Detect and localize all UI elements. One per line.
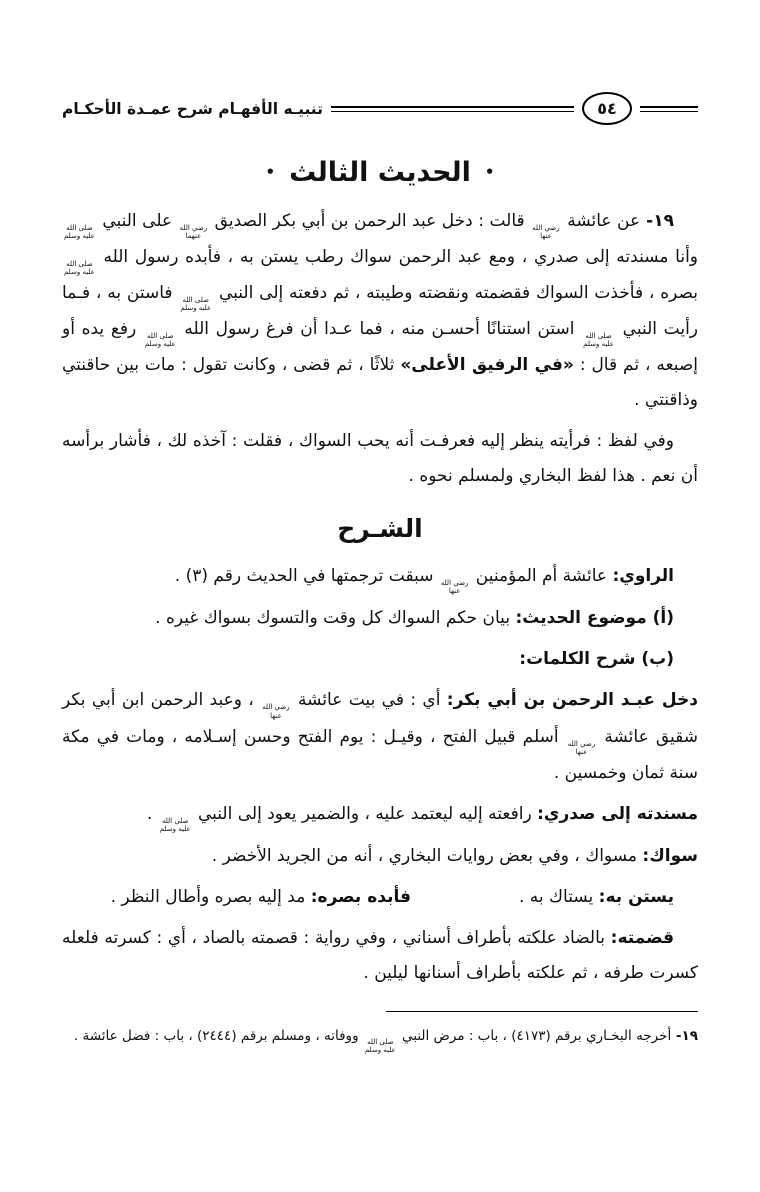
hadith-title-text: الحديث الثالث (289, 157, 471, 188)
honorific-line: عليه وسلم (364, 1046, 396, 1055)
bold-text: (أ) موضوع الحديث: (515, 608, 674, 629)
header-rule-left (331, 106, 574, 112)
sharh-paragraph-kalimat (62, 642, 698, 677)
honorific-line: رضي الله (179, 224, 208, 232)
honorific-saw-icon (180, 296, 211, 312)
honorific-anha-icon (262, 703, 290, 719)
body-text: وفي لفظ : فرأيته ينظر إليه فعرفـت أنه يحب السواك ، فقلت : آخذه لك ، فأشار برأسه أن نعم . هذا لفظ البخاري ولمسلم نحوه . (62, 431, 698, 487)
body-text: بيان حكم السواك كل وقت والتسوك بسواك غيره . (155, 608, 516, 629)
honorific-line: عليه وسلم (64, 232, 95, 241)
header-rule-right (640, 106, 698, 112)
sharh-paragraph-dakhala (62, 683, 698, 790)
honorific-line: عنهما (185, 232, 202, 241)
honorific-line: رضي الله (567, 739, 596, 748)
honorific-line: صلى الله (66, 260, 93, 269)
bold-text: ١٩- (671, 1028, 698, 1045)
bold-text: (ب) شرح الكلمات: (519, 649, 674, 670)
body-text: وأنا مسندته إلى صدري ، ومع عبد الرحمن سواك رطب يستن به ، فأبده رسول الله (96, 247, 698, 268)
honorific-saw-icon (583, 332, 614, 348)
sharh-paragraph-mawdu (62, 601, 698, 636)
sharh-paragraph-qadamtuh (62, 921, 698, 991)
honorific-line: عليه وسلم (144, 340, 176, 349)
body-text: بالضاد علكته بأطراف أسناني ، وفي رواية : قصمته بالصاد ، أي : كسرته فلعله كسرت طرفه ، ثم علكته بأطراف أسنانها ليلين . (62, 927, 698, 983)
body-text: . (146, 803, 158, 824)
bold-text: فأبده بصره: (310, 886, 411, 907)
body-text: قالت : دخل عبد الرحمن بن أبي بكر الصديق (209, 211, 531, 231)
sharh-heading: الشـرح (337, 514, 423, 544)
body-text: سبقت ترجمتها في الحديث رقم (٣) . (174, 566, 439, 587)
sharh-paragraph-rawi (62, 559, 698, 595)
body-text: أي : في بيت عائشة (291, 690, 447, 711)
honorific-line: عنها (575, 747, 588, 756)
honorific-line: صلى الله (147, 332, 174, 341)
bold-text: قضمته: (610, 927, 674, 948)
bullet-icon: • (265, 163, 276, 181)
bold-text: سواك: (642, 845, 698, 866)
bold-text: ١٩- (640, 211, 674, 231)
honorific-line: عليه وسلم (159, 824, 191, 833)
sharh-paragraph-yastann (62, 880, 698, 915)
honorific-line: صلى الله (182, 296, 209, 305)
body-text: ووفاته ، ومسلم برقم (٢٤٤٤) ، باب : فضل عائشة . (73, 1028, 363, 1045)
body-text: عن عائشة (561, 211, 641, 231)
body-text: أخرجه البخـاري برقم (٤١٧٣) ، باب : مرض النبي (397, 1028, 672, 1045)
bold-text: الراوي: (612, 566, 674, 587)
honorific-line: صلى الله (161, 816, 189, 825)
honorific-line: عليه وسلم (583, 340, 614, 349)
honorific-saw-icon (145, 332, 176, 348)
honorific-line: عنها (270, 711, 282, 720)
body-text: عائشة أم المؤمنين (470, 566, 613, 587)
honorific-anha-icon (441, 579, 469, 595)
body-text: ، وعبد الرحمن ابن أبي بكر شقيق عائشة (62, 690, 698, 747)
page-number: ٥٤ (597, 99, 617, 118)
body-text: مد إليه بصره وأطال النظر . (110, 886, 311, 907)
honorific-line: عنها (448, 587, 461, 596)
bold-text: يستن به: (598, 886, 674, 907)
bold-text: «في الرفيق الأعلى» (400, 355, 574, 376)
hadith-variant-paragraph (62, 424, 698, 494)
honorific-saw-icon (160, 817, 191, 833)
hadith-paragraph (62, 204, 698, 418)
honorific-anha-icon (532, 224, 560, 240)
bold-text: دخل عبـد الرحمن بن أبي بكر: (446, 690, 698, 711)
honorific-line: صلى الله (367, 1038, 394, 1047)
body-text: فاستن به ، فـما رأيت النبي (62, 283, 699, 340)
honorific-line: صلى الله (585, 332, 612, 341)
sharh-paragraph-musnidatuh (62, 797, 698, 833)
body-text: رفع يده أو إصبعه ، ثم قال : (62, 319, 698, 376)
bullet-icon: • (484, 163, 495, 181)
footnote-rule (386, 1011, 698, 1012)
body-text: مسواك ، وفي بعض روايات البخاري ، أنه من الجريد الأخضر . (211, 845, 643, 866)
honorific-saw-icon (64, 224, 95, 240)
honorific-saw-icon (365, 1038, 396, 1054)
page-header (62, 92, 698, 125)
sharh-paragraph-siwak (62, 839, 698, 874)
honorific-line: عليه وسلم (180, 304, 212, 313)
footnote-text (62, 1025, 698, 1054)
body-text: يستاك به . (518, 886, 599, 907)
book-title: تنبيـه الأفهـام شرح عمـدة الأحكـام (62, 99, 323, 118)
honorific-line: صلى الله (66, 224, 93, 232)
honorific-line: عليه وسلم (64, 268, 95, 277)
honorific-saw-icon (64, 260, 95, 276)
body-text: استن استنانًا أحسـن منه ، فما عـدا أن فرغ رسول الله (177, 319, 582, 340)
body-text: بصره ، فأخذت السواك فقضمته ونقضته وطيبته ، ثم دفعته إلى النبي (213, 283, 698, 304)
honorific-line: عنها (540, 232, 552, 241)
body-text: على النبي (96, 211, 178, 231)
body-text: أسلم قبيل الفتح ، وقيـل : يوم الفتح وحسن إسـلامه ، ومات في مكة سنة ثمان وخمسين . (62, 726, 698, 783)
hadith-title (62, 157, 698, 188)
honorific-anhuma-icon (180, 224, 208, 240)
honorific-line: رضي الله (532, 224, 560, 232)
honorific-line: رضي الله (262, 703, 290, 712)
body-text: ثلاثًا ، ثم قضى ، وكانت تقول : مات بين حاقنتي وذاقنتي . (62, 355, 698, 411)
bold-text: مسندته إلى صدري: (537, 803, 698, 824)
honorific-line: رضي الله (440, 579, 469, 588)
honorific-anha-icon (568, 740, 596, 756)
page-number-badge (582, 92, 632, 125)
body-text: رافعته إليه ليعتمد عليه ، والضمير يعود إلى النبي (192, 803, 538, 824)
